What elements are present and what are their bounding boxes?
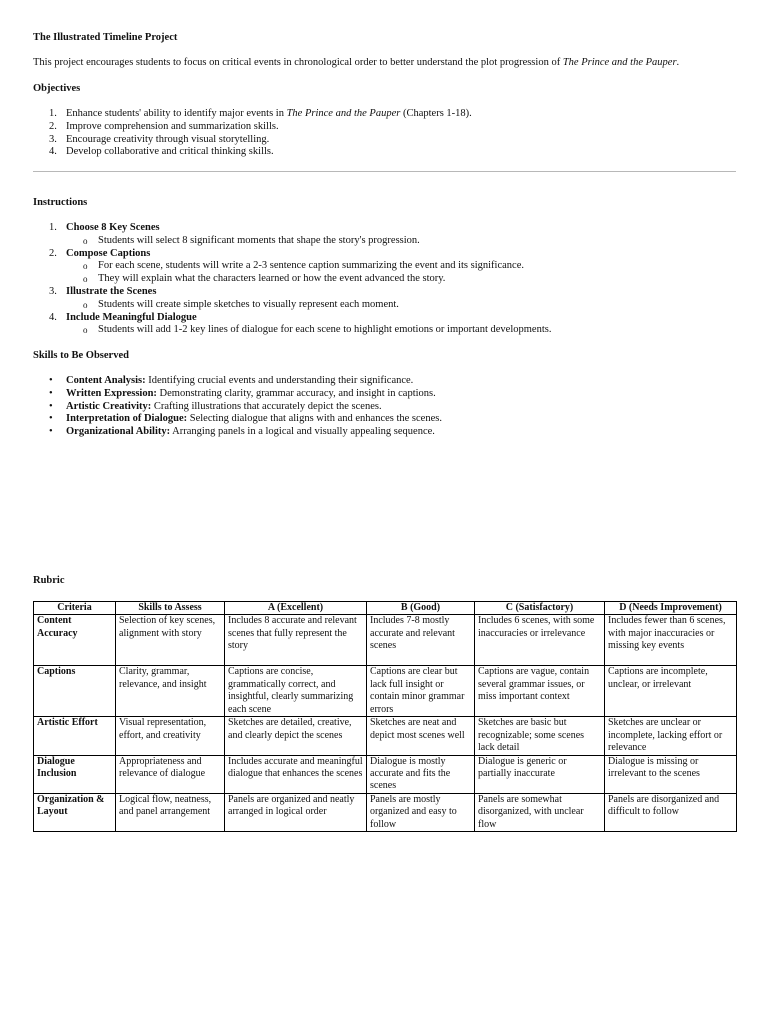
objective-item bbox=[33, 146, 472, 159]
intro-paragraph bbox=[33, 57, 679, 68]
objectives-heading: Objectives bbox=[33, 83, 81, 94]
instruction-number: 1. bbox=[49, 222, 57, 233]
instruction-number: 4. bbox=[49, 311, 57, 323]
skill-item bbox=[33, 401, 442, 414]
table-cell: Captions are vague, contain several grammar issues, or miss important context bbox=[475, 666, 605, 717]
skill-label: Interpretation of Dialogue: bbox=[66, 413, 188, 425]
instruction-item bbox=[33, 312, 551, 325]
instruction-label: Illustrate the Scenes bbox=[66, 285, 157, 297]
table-cell: Selection of key scenes, alignment with story bbox=[116, 615, 225, 666]
skill-text: Selecting dialogue that aligns with and enhances the scenes. bbox=[187, 413, 442, 425]
objective-item bbox=[33, 134, 472, 147]
table-cell: Captions are concise, grammatically correct, and insightful, clearly summarizing each scene bbox=[225, 666, 367, 717]
table-cell: Appropriateness and relevance of dialogue bbox=[116, 755, 225, 793]
instruction-label: Choose 8 Key Scenes bbox=[66, 222, 160, 233]
objective-number: 3. bbox=[49, 133, 57, 145]
table-row bbox=[34, 666, 737, 717]
objective-text: Encourage creativity through visual storytelling. bbox=[66, 133, 270, 145]
instruction-subtext: Students will select 8 significant moments that shape the story's progression. bbox=[98, 234, 420, 246]
skill-label: Organizational Ability: bbox=[66, 426, 171, 438]
bullet: • bbox=[49, 375, 53, 386]
instruction-number: 3. bbox=[49, 285, 57, 297]
sub-bullet: o bbox=[83, 325, 88, 336]
table-cell: Includes 6 scenes, with some inaccuracies or irrelevance bbox=[475, 615, 605, 666]
horizontal-divider bbox=[33, 171, 736, 172]
objectives-list bbox=[33, 108, 472, 159]
bullet: • bbox=[49, 426, 53, 438]
table-cell: Sketches are basic but recognizable; some scenes lack detail bbox=[475, 717, 605, 755]
table-cell: Panels are disorganized and difficult to follow bbox=[605, 793, 737, 831]
skill-text: Demonstrating clarity, grammar accuracy, and insight in captions. bbox=[156, 387, 436, 399]
rubric-table bbox=[33, 601, 737, 832]
table-cell: Sketches are neat and depict most scenes well bbox=[367, 717, 475, 755]
instruction-label: Include Meaningful Dialogue bbox=[66, 311, 197, 323]
skill-item bbox=[33, 388, 442, 401]
skill-item bbox=[33, 426, 442, 439]
objective-item bbox=[33, 108, 472, 121]
table-cell: Clarity, grammar, relevance, and insight bbox=[116, 666, 225, 717]
table-cell: Organization & Layout bbox=[34, 793, 116, 831]
bullet: • bbox=[49, 400, 53, 412]
instruction-number: 2. bbox=[49, 247, 57, 259]
skill-label: Written Expression: bbox=[66, 387, 157, 399]
skill-text: Crafting illustrations that accurately depict the scenes. bbox=[151, 400, 382, 412]
instruction-subitem bbox=[33, 324, 551, 337]
objective-text-after: (Chapters 1-18). bbox=[400, 108, 472, 119]
skill-text: Arranging panels in a logical and visually appealing sequence. bbox=[170, 426, 435, 438]
skill-item bbox=[33, 375, 442, 388]
table-header-row bbox=[34, 602, 737, 615]
skill-label: Artistic Creativity: bbox=[66, 400, 152, 412]
sub-bullet: o bbox=[83, 235, 88, 246]
instructions-heading: Instructions bbox=[33, 197, 88, 208]
bullet: • bbox=[49, 387, 53, 399]
instructions-list bbox=[33, 222, 551, 337]
instruction-subtext: For each scene, students will write a 2-3 sentence caption summarizing the event and its significance. bbox=[98, 260, 524, 272]
instruction-subtext: Students will add 1-2 key lines of dialogue for each scene to highlight emotions or important developments. bbox=[98, 324, 552, 336]
instruction-item bbox=[33, 248, 551, 261]
table-row bbox=[34, 615, 737, 666]
table-cell: Sketches are detailed, creative, and clearly depict the scenes bbox=[225, 717, 367, 755]
instruction-subitem bbox=[33, 299, 551, 312]
table-cell: Logical flow, neatness, and panel arrangement bbox=[116, 793, 225, 831]
table-row bbox=[34, 755, 737, 793]
sub-bullet: o bbox=[83, 299, 88, 310]
sub-bullet: o bbox=[83, 274, 88, 285]
table-cell: Captions bbox=[34, 666, 116, 717]
skill-label: Content Analysis: bbox=[66, 375, 146, 386]
sub-bullet: o bbox=[83, 261, 88, 272]
table-cell: Includes 7-8 mostly accurate and relevant scenes bbox=[367, 615, 475, 666]
table-cell: Dialogue is generic or partially inaccurate bbox=[475, 755, 605, 793]
objective-number: 2. bbox=[49, 120, 57, 132]
instruction-label: Compose Captions bbox=[66, 247, 151, 259]
table-cell: Artistic Effort bbox=[34, 717, 116, 755]
instruction-subtext: Students will create simple sketches to visually represent each moment. bbox=[98, 298, 399, 310]
intro-text-after: . bbox=[676, 57, 680, 68]
skill-item bbox=[33, 413, 442, 426]
skill-text: Identifying crucial events and understanding their significance. bbox=[145, 375, 414, 386]
table-cell: Dialogue is mostly accurate and fits the scenes bbox=[367, 755, 475, 793]
table-cell: Content Accuracy bbox=[34, 615, 116, 666]
skills-heading: Skills to Be Observed bbox=[33, 350, 129, 361]
table-row bbox=[34, 793, 737, 831]
objective-book-title: The Prince and the Pauper bbox=[286, 108, 401, 119]
instruction-subitem bbox=[33, 260, 551, 273]
table-cell: Includes accurate and meaningful dialogue that enhances the scenes bbox=[225, 755, 367, 793]
intro-book-title: The Prince and the Pauper bbox=[562, 57, 677, 68]
column-header: C (Satisfactory) bbox=[475, 602, 605, 615]
column-header: Criteria bbox=[34, 602, 116, 615]
table-cell: Captions are incomplete, unclear, or irrelevant bbox=[605, 666, 737, 717]
table-cell: Includes fewer than 6 scenes, with major inaccuracies or missing key events bbox=[605, 615, 737, 666]
objective-text: Enhance students' ability to identify major events in bbox=[66, 108, 287, 119]
column-header: A (Excellent) bbox=[225, 602, 367, 615]
objective-number: 4. bbox=[49, 146, 57, 158]
instruction-subitem bbox=[33, 235, 551, 248]
objective-text: Develop collaborative and critical thinking skills. bbox=[66, 146, 274, 158]
objective-text: Improve comprehension and summarization skills. bbox=[66, 120, 279, 132]
column-header: D (Needs Improvement) bbox=[605, 602, 737, 615]
objective-number: 1. bbox=[49, 108, 57, 119]
column-header: B (Good) bbox=[367, 602, 475, 615]
skills-list bbox=[33, 375, 442, 439]
rubric-heading: Rubric bbox=[33, 575, 65, 586]
table-cell: Dialogue is missing or irrelevant to the scenes bbox=[605, 755, 737, 793]
instruction-item bbox=[33, 222, 551, 235]
bullet: • bbox=[49, 413, 53, 425]
table-cell: Visual representation, effort, and creativity bbox=[116, 717, 225, 755]
document-title: The Illustrated Timeline Project bbox=[33, 32, 178, 43]
table-cell: Dialogue Inclusion bbox=[34, 755, 116, 793]
instruction-item bbox=[33, 286, 551, 299]
instruction-subtext: They will explain what the characters learned or how the event advanced the story. bbox=[98, 273, 446, 285]
table-cell: Panels are mostly organized and easy to follow bbox=[367, 793, 475, 831]
intro-text-before: This project encourages students to focus on critical events in chronological order to better understand the plot progression of bbox=[33, 57, 563, 68]
table-cell: Includes 8 accurate and relevant scenes that fully represent the story bbox=[225, 615, 367, 666]
column-header: Skills to Assess bbox=[116, 602, 225, 615]
table-row bbox=[34, 717, 737, 755]
table-cell: Sketches are unclear or incomplete, lacking effort or relevance bbox=[605, 717, 737, 755]
instruction-subitem bbox=[33, 273, 551, 286]
objective-item bbox=[33, 121, 472, 134]
table-cell: Panels are somewhat disorganized, with unclear flow bbox=[475, 793, 605, 831]
table-cell: Captions are clear but lack full insight or contain minor grammar errors bbox=[367, 666, 475, 717]
table-cell: Panels are organized and neatly arranged in logical order bbox=[225, 793, 367, 831]
